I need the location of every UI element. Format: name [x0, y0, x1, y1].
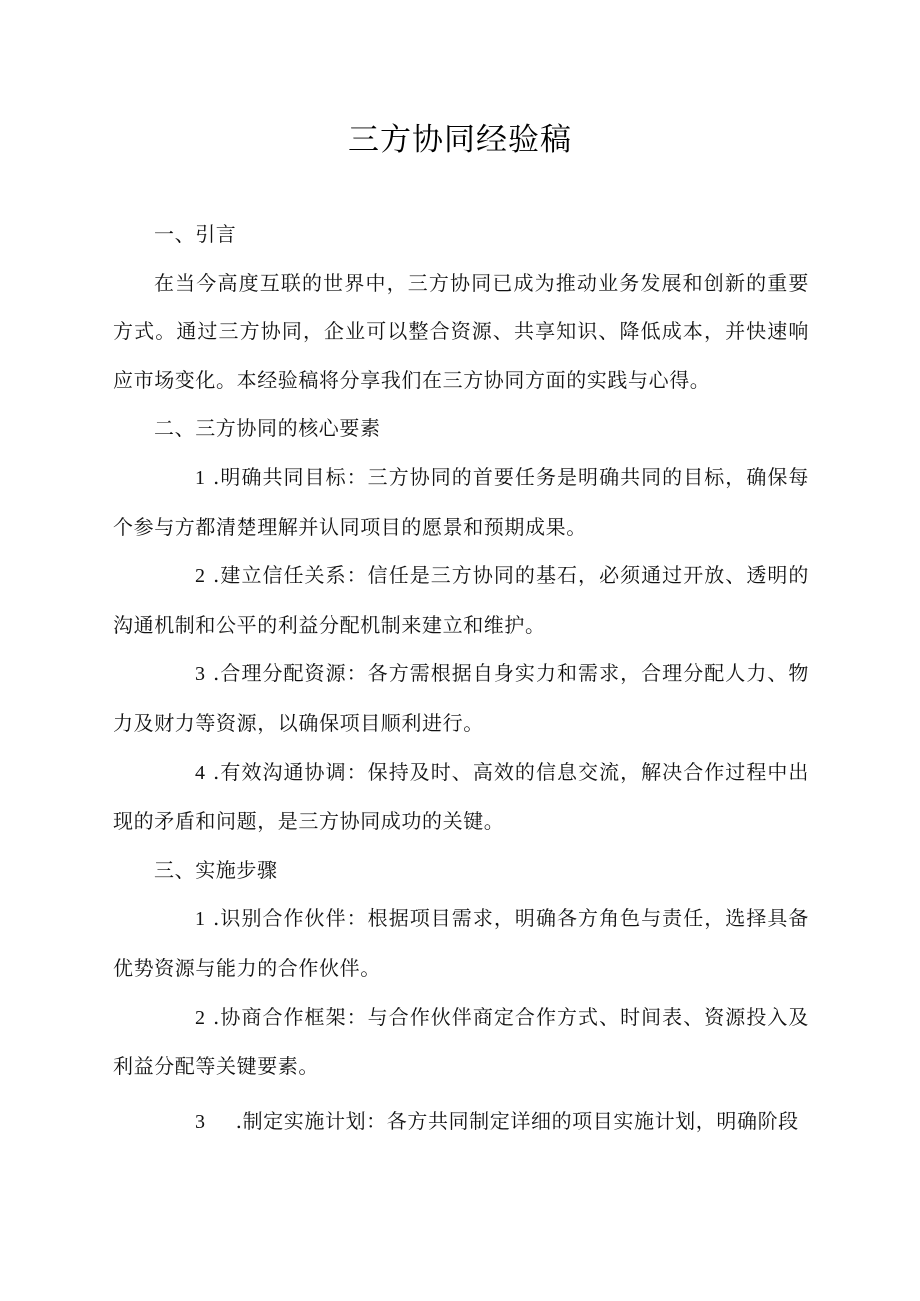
step-item — [113, 993, 809, 1091]
core-element-item — [113, 649, 809, 747]
item-text: .有效沟通协调：保持及时、高效的信息交流，解决合作过程中出现的矛盾和问题，是三方协同成功的关键。 — [113, 759, 809, 834]
document-body — [113, 210, 809, 1146]
intro-paragraph: 在当今高度互联的世界中，三方协同已成为推动业务发展和创新的重要方式。通过三方协同，企业可以整合资源、共享知识、降低成本，并快速响应市场变化。本经验稿将分享我们在三方协同方面的实践与心得。 — [113, 270, 809, 392]
section-heading-core-elements: 二、三方协同的核心要素 — [154, 416, 381, 441]
item-number: 4 — [195, 761, 206, 784]
item-text: .识别合作伙伴：根据项目需求，明确各方角色与责任，选择具备优势资源与能力的合作伙伴。 — [113, 906, 809, 980]
item-text: .合理分配资源：各方需根据自身实力和需求，合理分配人力、物力及财力等资源，以确保项目顺利进行。 — [113, 661, 809, 735]
item-number: 3 — [195, 1110, 206, 1133]
item-text: .建立信任关系：信任是三方协同的基石，必须通过开放、透明的沟通机制和公平的利益分配机制来建立和维护。 — [113, 563, 809, 637]
core-element-item — [113, 453, 809, 551]
section-heading-steps: 三、实施步骤 — [154, 857, 278, 882]
item-number: 3 — [195, 663, 206, 686]
item-text: .明确共同目标：三方协同的首要任务是明确共同的目标，确保每个参与方都清楚理解并认同项目的愿景和预期成果。 — [113, 464, 809, 539]
item-text: .协商合作框架：与合作伙伴商定合作方式、时间表、资源投入及利益分配等关键要素。 — [113, 1004, 809, 1079]
step-item — [113, 894, 809, 992]
document-title: 三方协同经验稿 — [348, 122, 572, 158]
item-number: 2 — [195, 1006, 206, 1029]
item-number: 1 — [195, 908, 206, 931]
step-item — [113, 1097, 809, 1147]
item-text: .制定实施计划：各方共同制定详细的项目实施计划，明确阶段 — [235, 1108, 799, 1133]
item-number: 1 — [195, 466, 206, 489]
section-heading-intro: 一、引言 — [154, 222, 237, 246]
core-element-item — [113, 748, 809, 846]
core-element-item — [113, 551, 809, 649]
item-number: 2 — [195, 565, 206, 588]
